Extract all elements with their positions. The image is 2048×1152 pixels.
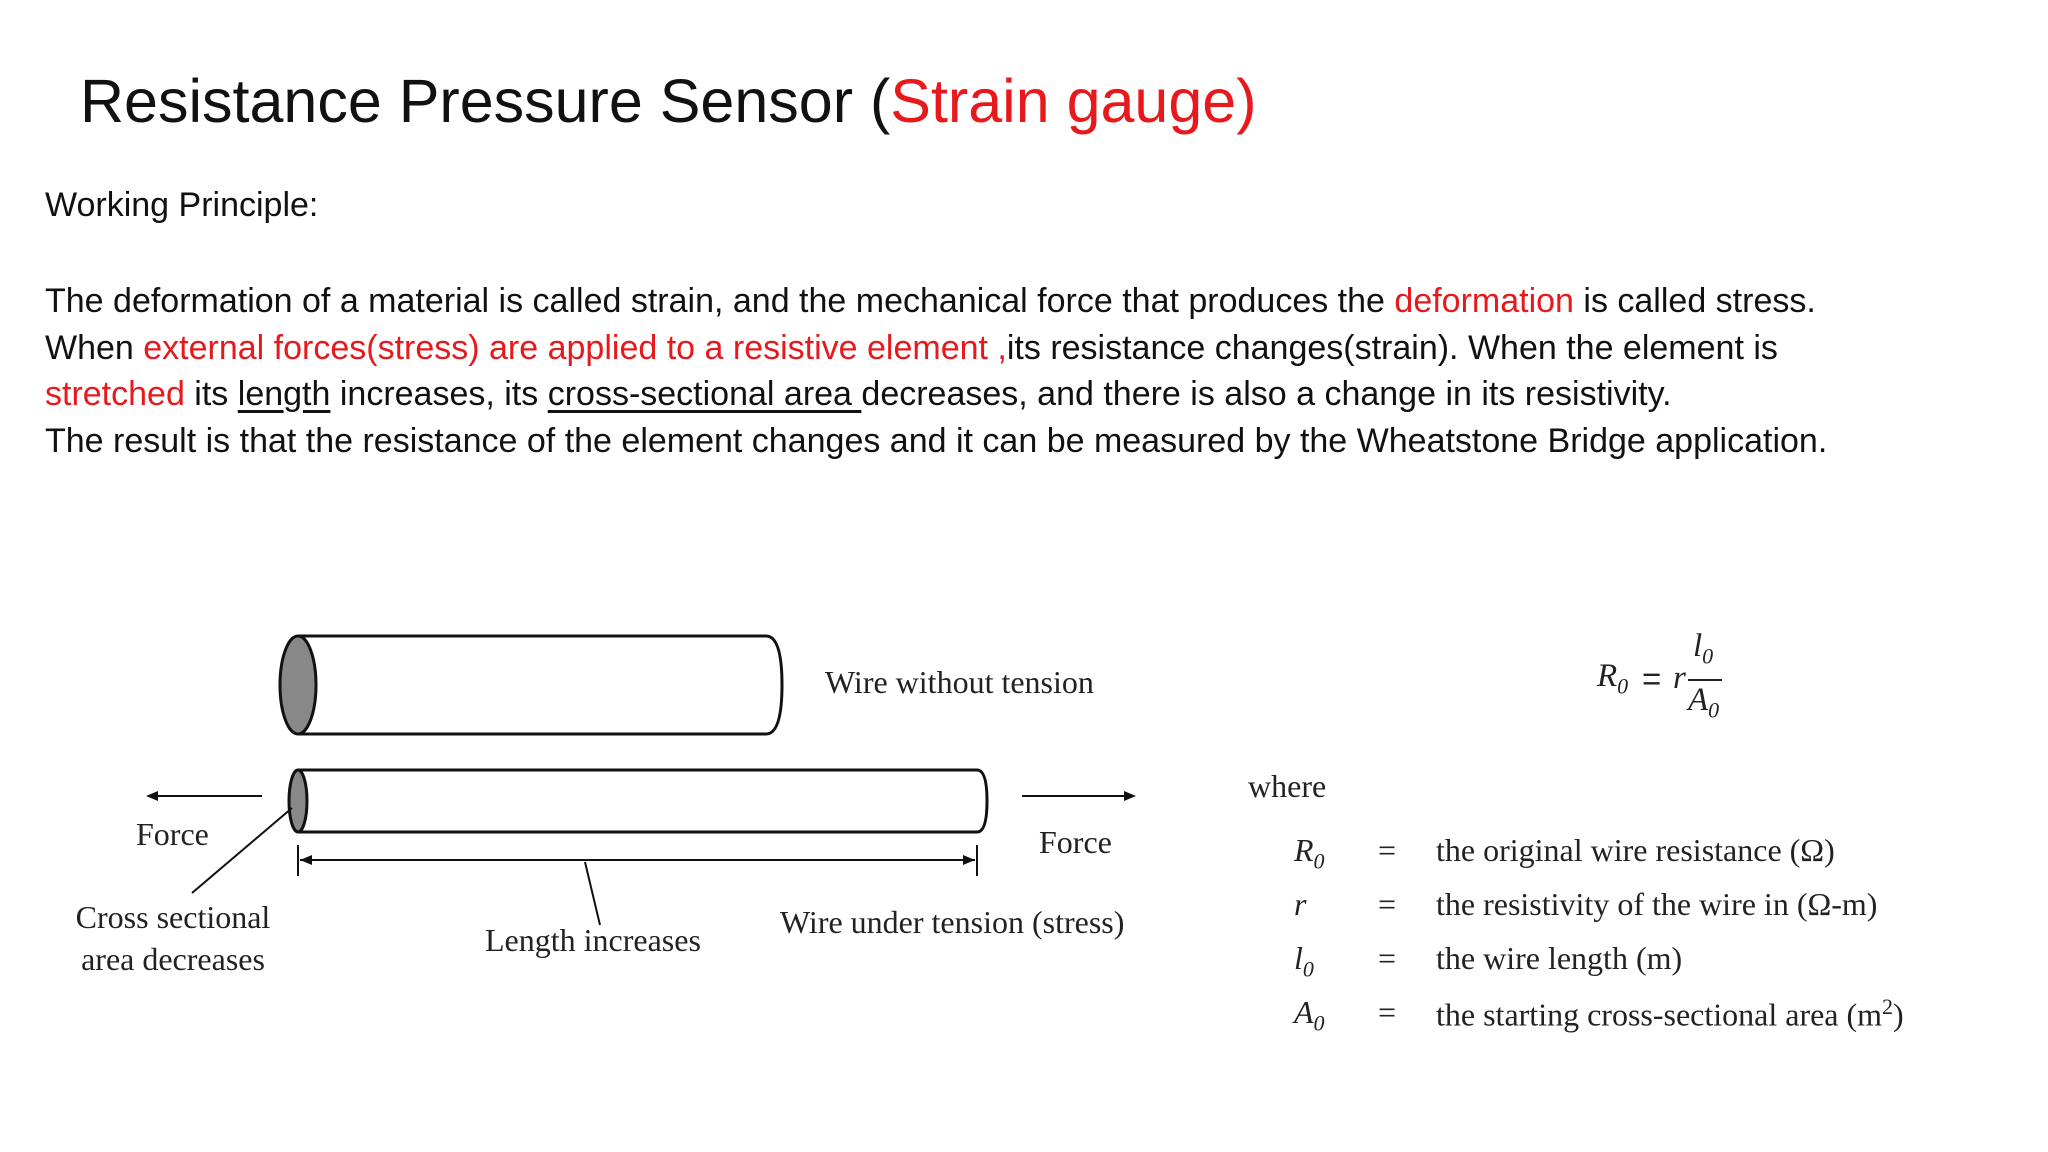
wire-without-tension-shape xyxy=(280,636,782,734)
formula-denominator: $A_0$ xyxy=(1688,682,1720,723)
formula-numerator: $l_0$ xyxy=(1693,628,1714,669)
force-left-label: Force xyxy=(136,816,209,852)
length-dimension-arrow xyxy=(298,845,977,876)
length-increases-label: Length increases xyxy=(485,922,701,958)
formula-rho: r xyxy=(1673,660,1686,696)
wire-under-tension-label: Wire under tension (stress) xyxy=(780,904,1125,940)
formula-equals: = xyxy=(1642,660,1662,697)
formula-lhs: $R_0$ xyxy=(1597,658,1629,699)
force-right-label: Force xyxy=(1039,824,1112,860)
paragraph-line-3: stretched its length increases, its cross-sectional area decreases, and there is also a change in its resistivity. xyxy=(45,375,1672,413)
wire-without-tension-label: Wire without tension xyxy=(825,664,1094,700)
paragraph-line-1: The deformation of a material is called strain, and the mechanical force that produces the deformation is called stress. xyxy=(45,282,1816,320)
cross-sectional-label: Cross sectional area decreases xyxy=(75,899,271,977)
working-principle-heading: Working Principle: xyxy=(45,186,319,224)
wire-under-tension-shape xyxy=(289,770,987,832)
title-main: Resistance Pressure Sensor ( xyxy=(80,67,891,135)
legend-where: where xyxy=(1248,768,1327,804)
paragraph-line-4: The result is that the resistance of the element changes and it can be measured by the Wheatstone Bridge application. xyxy=(45,421,1828,460)
force-right-arrow xyxy=(1022,791,1136,801)
paragraph-line-2: When external forces(stress) are applied to a resistive element ,its resistance changes(strain). When the element is xyxy=(45,328,1778,367)
title-highlight: Strain gauge) xyxy=(890,67,1257,135)
length-pointer-line xyxy=(585,862,600,925)
slide: Resistance Pressure Sensor (Strain gauge) Working Principle: The deformation of a material is called strain, and the mechanical force that produces the deformation is called stress. When external forces(stress) are applied to a resistive element ,its resistance changes(strain). When the element is stretched its length increases, its cross-sectional area decreases, and there is also a change in its resistivity. The result is that the resistance of the element changes and it can be measured by the Wheatstone Bridge application. Wire without tension Force Force Cross sectional area decreases Length increases Wire under tension (stress) $R_0$ = r $l_0$ $A_0$ where $R_0$ = the original wire resistance (Ω) r = the resistivity of the wire in (Ω-m) $l_0$ = the wire length (m) $A_0$ = the starting cross-sectional area $(m^2)$ xyxy=(0,0,2048,1152)
force-left-arrow xyxy=(146,791,262,801)
